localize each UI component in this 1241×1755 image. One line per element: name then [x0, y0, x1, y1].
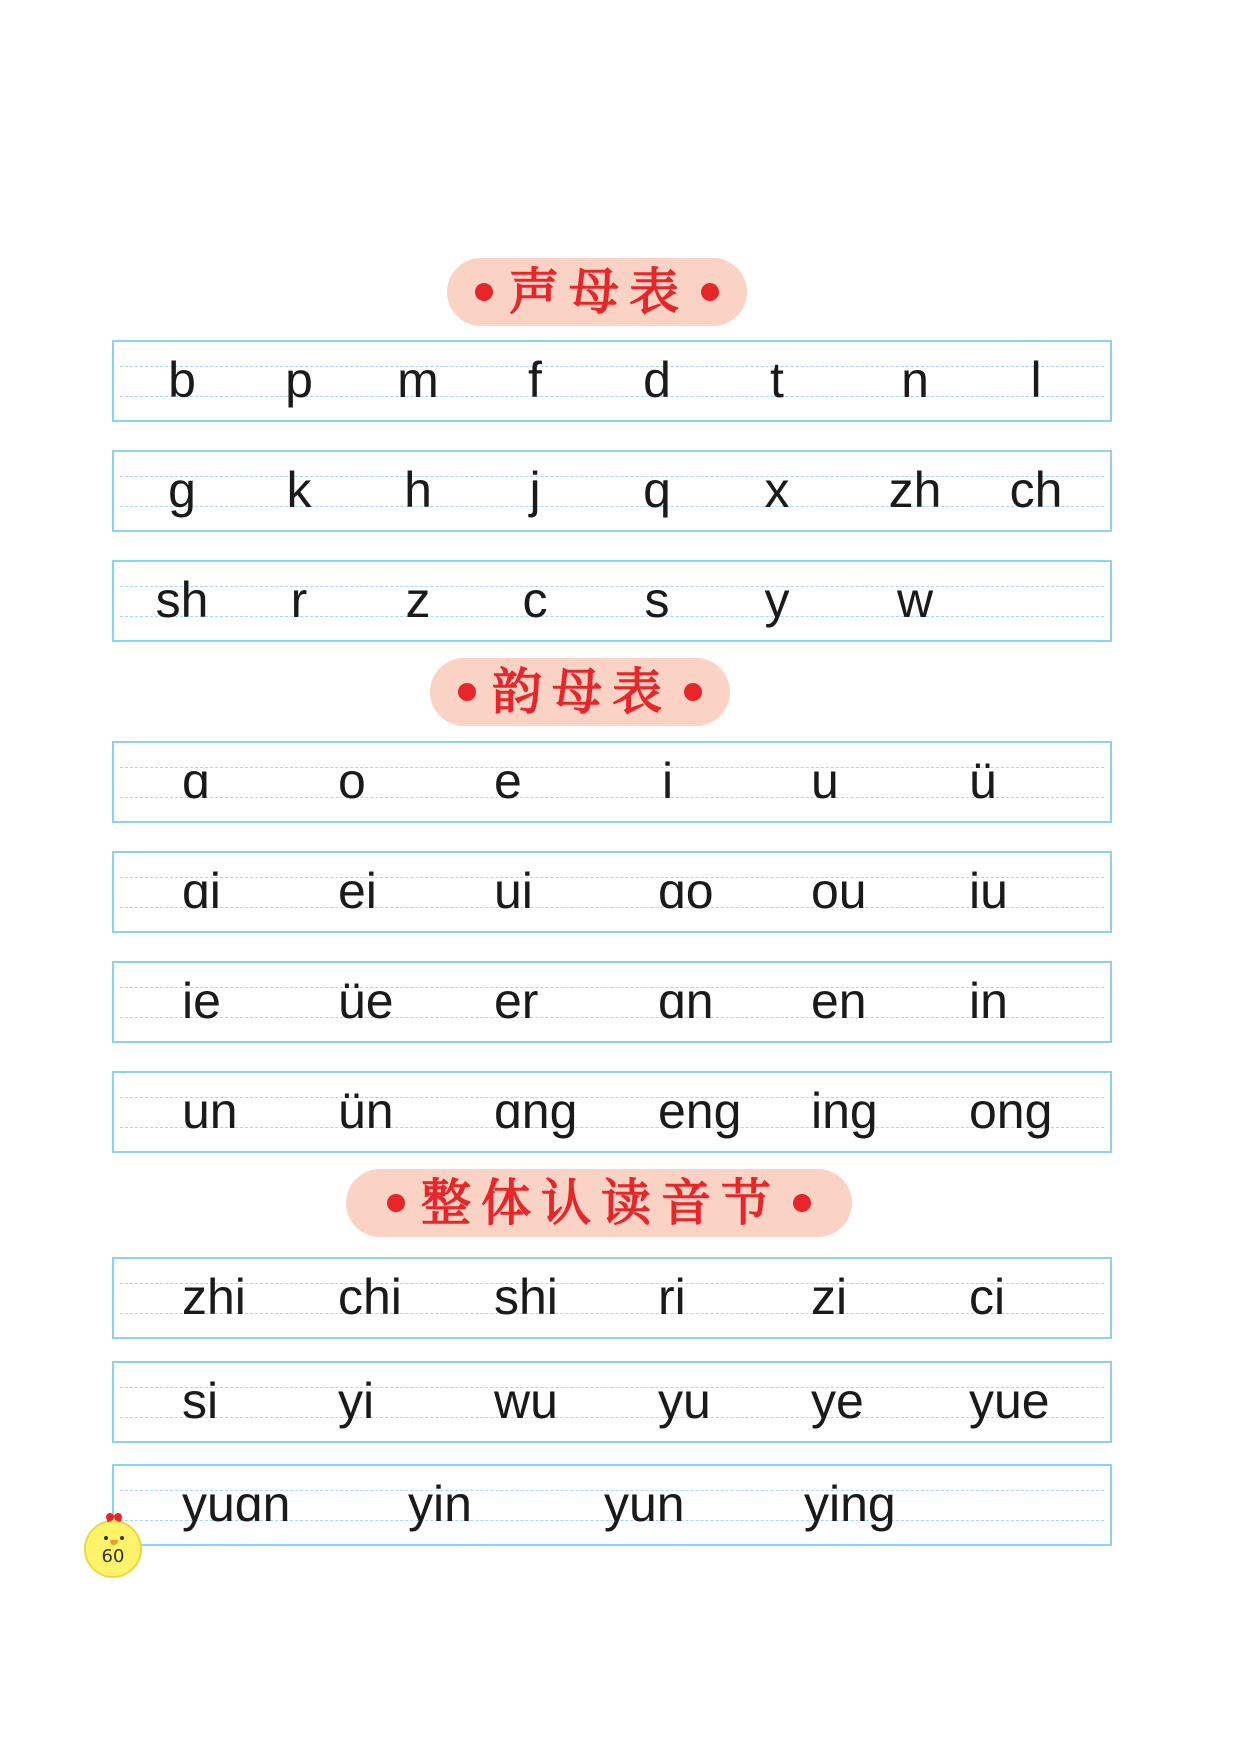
pinyin-cell: ü — [969, 753, 997, 809]
pinyin-cell: t — [770, 352, 784, 408]
pinyin-cell: ɑn — [658, 973, 714, 1029]
bullet-dot-icon — [458, 683, 476, 701]
guide-line — [120, 476, 1104, 477]
bullet-dot-icon — [475, 283, 493, 301]
pinyin-cell: yuɑn — [182, 1476, 291, 1532]
pinyin-cell: un — [182, 1083, 238, 1139]
pinyin-cell: ou — [811, 863, 867, 919]
guide-line — [120, 877, 1104, 878]
pinyin-cell: ɑ — [182, 753, 210, 809]
guide-line — [120, 987, 1104, 988]
guide-line — [120, 1097, 1104, 1098]
syllables-row-3 — [112, 1464, 1112, 1546]
pinyin-cell: yu — [658, 1373, 711, 1429]
pinyin-cell: iu — [969, 863, 1008, 919]
bullet-dot-icon — [684, 683, 702, 701]
pinyin-cell: zi — [811, 1269, 848, 1325]
guide-line — [120, 1127, 1104, 1128]
finals-row-3 — [112, 961, 1112, 1043]
chick-eye-icon — [104, 1536, 108, 1540]
pinyin-cell: s — [644, 572, 670, 628]
chick-eye-icon — [120, 1536, 124, 1540]
pinyin-cell: zh — [888, 462, 942, 518]
pinyin-cell: c — [522, 572, 548, 628]
guide-line — [120, 616, 1104, 617]
pinyin-cell: q — [643, 462, 671, 518]
bullet-dot-icon — [793, 1194, 811, 1212]
pinyin-cell: yue — [969, 1373, 1050, 1429]
pinyin-cell: d — [643, 352, 671, 408]
pinyin-cell: ɑi — [182, 863, 221, 919]
pinyin-cell: ch — [1009, 462, 1063, 518]
guide-line — [120, 1313, 1104, 1314]
pinyin-cell: ie — [182, 973, 221, 1029]
syllables-row-2 — [112, 1361, 1112, 1443]
guide-line — [120, 396, 1104, 397]
pinyin-cell: ün — [338, 1083, 394, 1139]
finals-row-4 — [112, 1071, 1112, 1153]
pinyin-cell: en — [811, 973, 867, 1029]
pinyin-cell: wu — [494, 1373, 558, 1429]
guide-line — [120, 797, 1104, 798]
pinyin-cell: h — [404, 462, 432, 518]
pinyin-cell: j — [529, 462, 541, 518]
section-title-text: 声母表 — [509, 263, 689, 321]
pinyin-cell: e — [494, 753, 522, 809]
pinyin-cell: chi — [338, 1269, 402, 1325]
pinyin-cell: n — [901, 352, 929, 408]
finals-row-2 — [112, 851, 1112, 933]
guide-line — [120, 1417, 1104, 1418]
pinyin-cell: üe — [338, 973, 394, 1029]
guide-line — [120, 767, 1104, 768]
pinyin-cell: yin — [408, 1476, 472, 1532]
pinyin-cell: yi — [338, 1373, 375, 1429]
page-number: 60 — [101, 1545, 125, 1567]
guide-line — [120, 1387, 1104, 1388]
pinyin-cell: b — [168, 352, 196, 408]
pinyin-cell: si — [182, 1373, 219, 1429]
page-number-badge — [84, 1520, 142, 1578]
pinyin-cell: yun — [604, 1476, 685, 1532]
initials-row-3 — [112, 560, 1112, 642]
pinyin-cell: ri — [658, 1269, 686, 1325]
pinyin-cell: er — [494, 973, 539, 1029]
pinyin-cell: sh — [155, 572, 209, 628]
pinyin-cell: ci — [969, 1269, 1006, 1325]
guide-line — [120, 1017, 1104, 1018]
pinyin-cell: ong — [969, 1083, 1053, 1139]
pinyin-cell: w — [896, 572, 934, 628]
pinyin-cell: zhi — [182, 1269, 246, 1325]
pinyin-cell: y — [764, 572, 790, 628]
bullet-dot-icon — [701, 283, 719, 301]
section-title-initials — [447, 258, 747, 326]
pinyin-cell: k — [286, 462, 312, 518]
pinyin-cell: l — [1030, 352, 1042, 408]
initials-row-1 — [112, 340, 1112, 422]
pinyin-cell: f — [528, 352, 542, 408]
pinyin-cell: z — [405, 572, 431, 628]
pinyin-cell: ɑng — [494, 1083, 578, 1139]
section-title-text: 韵母表 — [492, 663, 672, 721]
pinyin-cell: ying — [804, 1476, 896, 1532]
finals-row-1 — [112, 741, 1112, 823]
pinyin-cell: p — [285, 352, 313, 408]
pinyin-cell: r — [290, 572, 308, 628]
pinyin-cell: ye — [811, 1373, 864, 1429]
pinyin-cell: ing — [811, 1083, 878, 1139]
syllables-row-1 — [112, 1257, 1112, 1339]
guide-line — [120, 907, 1104, 908]
guide-line — [120, 586, 1104, 587]
pinyin-cell: ui — [494, 863, 533, 919]
pinyin-cell: u — [811, 753, 839, 809]
bullet-dot-icon — [387, 1194, 405, 1212]
pinyin-cell: ɑo — [658, 863, 714, 919]
pinyin-cell: x — [764, 462, 790, 518]
chick-beak-icon — [110, 1540, 118, 1545]
guide-line — [120, 1283, 1104, 1284]
initials-row-2 — [112, 450, 1112, 532]
section-title-whole-syllables — [346, 1169, 852, 1237]
pinyin-cell: in — [969, 973, 1008, 1029]
guide-line — [120, 506, 1104, 507]
pinyin-cell: i — [662, 753, 674, 809]
pinyin-cell: ei — [338, 863, 377, 919]
section-title-finals — [430, 658, 730, 726]
pinyin-cell: shi — [494, 1269, 558, 1325]
guide-line — [120, 366, 1104, 367]
bow-icon — [106, 1513, 122, 1523]
pinyin-cell: eng — [658, 1083, 742, 1139]
pinyin-cell: m — [397, 352, 439, 408]
pinyin-cell: o — [338, 753, 366, 809]
pinyin-cell: g — [168, 462, 196, 518]
section-title-text: 整体认读音节 — [421, 1174, 781, 1232]
